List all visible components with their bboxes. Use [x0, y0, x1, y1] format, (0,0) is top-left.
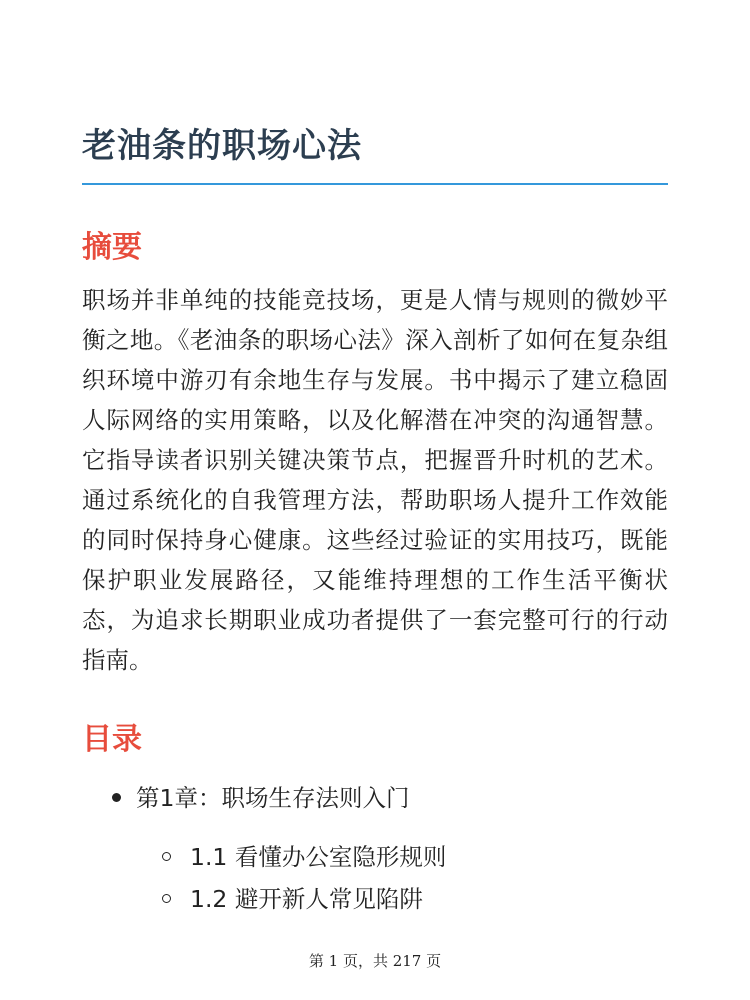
toc-section-1-2[interactable] — [136, 878, 668, 920]
bullet-disc-icon — [112, 793, 121, 802]
title-divider — [82, 183, 668, 185]
bullet-circle-icon — [162, 852, 171, 861]
page-number-footer: 第 1 页，共 217 页 — [308, 952, 442, 970]
toc-section-label: 1.1 看懂办公室隐形规则 — [190, 843, 447, 871]
toc-chapter-1[interactable] — [82, 778, 668, 920]
toc-chapter-label: 第1章：职场生存法则入门 — [136, 784, 410, 812]
toc-sublist — [136, 836, 668, 920]
bullet-circle-icon — [162, 894, 171, 903]
document-page — [82, 0, 668, 1000]
abstract-paragraph: 职场并非单纯的技能竞技场，更是人情与规则的微妙平衡之地。《老油条的职场心法》深入剖析了如何在复杂组织环境中游刃有余地生存与发展。书中揭示了建立稳固人际网络的实用策略，以及化解潜在冲突的沟通智慧。它指导读者识别关键决策节点，把握晋升时机的艺术。通过系统化的自我管理方法，帮助职场人提升工作效能的同时保持身心健康。这些经过验证的实用技巧，既能保护职业发展路径，又能维持理想的工作生活平衡状态，为追求长期职业成功者提供了一套完整可行的行动指南。 — [82, 286, 668, 674]
toc-section-label: 1.2 避开新人常见陷阱 — [190, 885, 423, 913]
abstract-heading: 摘要 — [82, 230, 142, 265]
toc-section-1-1[interactable] — [136, 836, 668, 878]
toc-heading: 目录 — [82, 722, 142, 757]
toc-list — [82, 778, 668, 920]
book-title: 老油条的职场心法 — [82, 126, 362, 166]
